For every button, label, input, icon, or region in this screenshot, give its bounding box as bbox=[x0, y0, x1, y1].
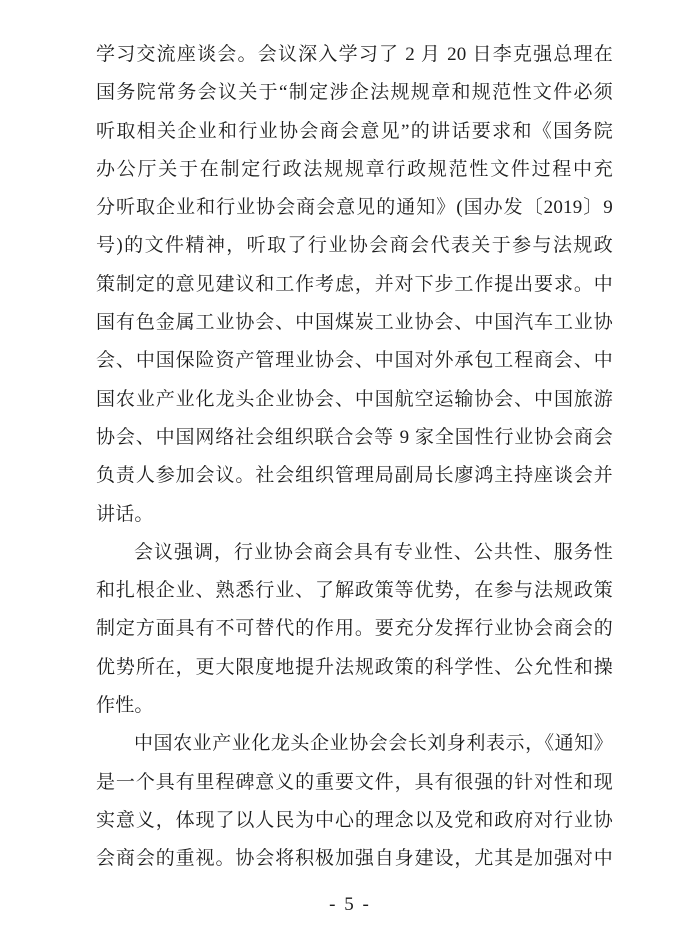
text-line: 负责人参加会议。社会组织管理局副局长廖鸿主持座谈会并 bbox=[96, 465, 613, 487]
text-line: 和扎根企业、熟悉行业、了解政策等优势，在参与法规政策 bbox=[96, 580, 613, 602]
text-line: 会商会的重视。协会将积极加强自身建设，尤其是加强对中 bbox=[96, 848, 613, 870]
text-line: 听取相关企业和行业协会商会意见”的讲话要求和《国务院 bbox=[96, 120, 613, 142]
text-line: 优势所在，更大限度地提升法规政策的科学性、公允性和操 bbox=[96, 656, 613, 678]
page-number: - 5 - bbox=[329, 894, 371, 915]
text-line: 实意义，体现了以人民为中心的理念以及党和政府对行业协 bbox=[96, 809, 613, 831]
text-line: 号)的文件精神，听取了行业协会商会代表关于参与法规政 bbox=[96, 235, 613, 257]
text-line: 协会、中国网络社会组织联合会等 9 家全国性行业协会商会 bbox=[96, 426, 613, 448]
text-line: 策制定的意见建议和工作考虑，并对下步工作提出要求。中 bbox=[96, 273, 613, 295]
text-line-paragraph-start: 会议强调，行业协会商会具有专业性、公共性、服务性 bbox=[134, 541, 613, 563]
text-line: 国务院常务会议关于“制定涉企法规规章和规范性文件必须 bbox=[96, 82, 613, 104]
text-line: 会、中国保险资产管理业协会、中国对外承包工程商会、中 bbox=[96, 350, 613, 372]
text-line: 是一个具有里程碑意义的重要文件，具有很强的针对性和现 bbox=[96, 771, 613, 793]
text-line: 学习交流座谈会。会议深入学习了 2 月 20 日李克强总理在 bbox=[96, 44, 613, 65]
text-line: 办公厅关于在制定行政法规规章行政规范性文件过程中充 bbox=[96, 158, 613, 180]
text-line: 作性。 bbox=[96, 695, 154, 717]
text-line-paragraph-start: 中国农业产业化龙头企业协会会长刘身利表示，《通知》 bbox=[134, 733, 613, 755]
text-line: 分听取企业和行业协会商会意见的通知》(国办发〔2019〕9 bbox=[96, 197, 613, 219]
text-line: 国有色金属工业协会、中国煤炭工业协会、中国汽车工业协 bbox=[96, 312, 613, 334]
text-line: 制定方面具有不可替代的作用。要充分发挥行业协会商会的 bbox=[96, 618, 613, 640]
text-line: 国农业产业化龙头企业协会、中国航空运输协会、中国旅游 bbox=[96, 388, 613, 410]
text-line: 讲话。 bbox=[96, 503, 154, 525]
document-text-column bbox=[96, 36, 613, 879]
